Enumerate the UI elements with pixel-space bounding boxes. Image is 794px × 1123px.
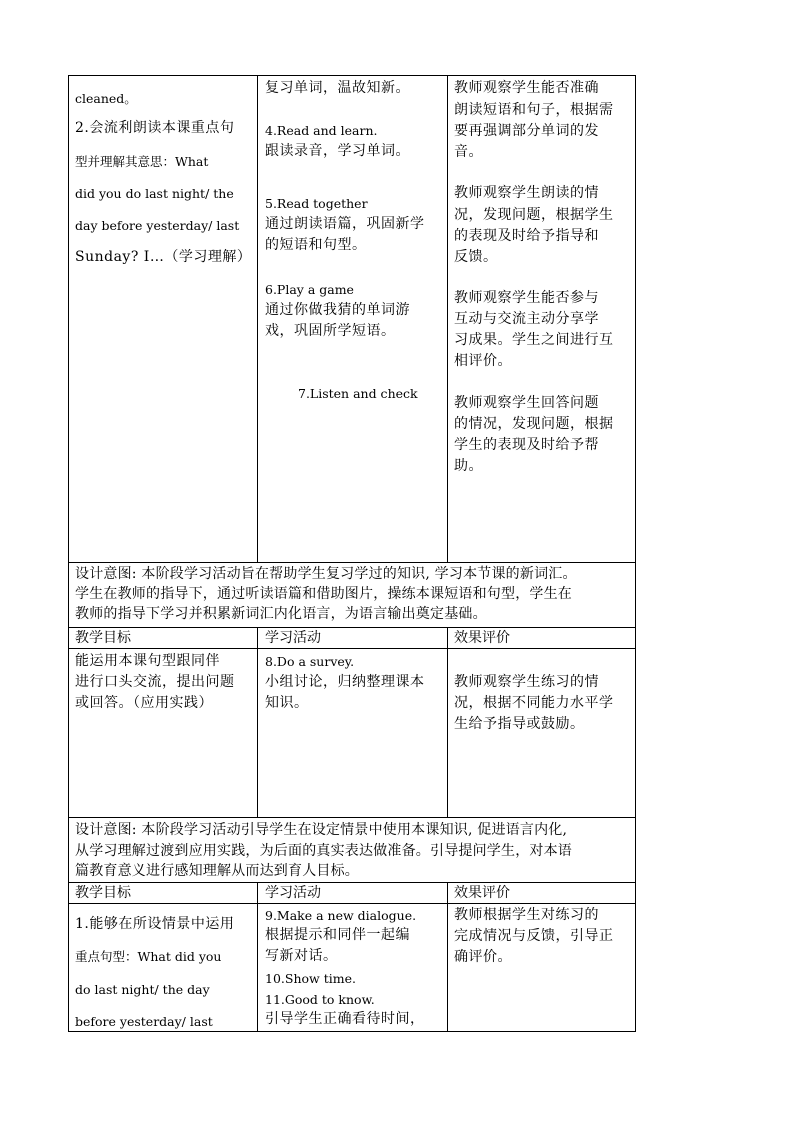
table-row <box>69 904 635 1031</box>
evaluation-line: 教师观察学生练习的情 <box>454 674 599 690</box>
activity-5-title: 5.Read together <box>265 196 368 211</box>
goal-line: 1.能够在所设情景中运用 <box>75 916 235 932</box>
goal-line: Sunday? I…（学习理解） <box>75 249 252 265</box>
header-goal: 教学目标 <box>75 885 131 901</box>
evaluation-line: 教师观察学生能否参与 <box>454 290 599 306</box>
header-cell <box>69 883 258 903</box>
evaluation-line: 教师观察学生能否准确 <box>454 80 599 96</box>
goal-line: 进行口头交流，提出问题 <box>75 674 235 690</box>
design-intent-cell <box>69 563 635 627</box>
evaluation-line: 况，根据不同能力水平学 <box>454 695 614 711</box>
header-cell <box>448 883 635 903</box>
header-cell <box>258 628 448 648</box>
goal-line: 2.会流利朗读本课重点句 <box>75 120 235 136</box>
evaluation-line: 助。 <box>454 458 483 474</box>
header-cell <box>448 628 635 648</box>
design-intent-cell <box>69 818 635 882</box>
table-row <box>69 76 635 563</box>
evaluation-cell <box>448 76 635 562</box>
header-activity: 学习活动 <box>265 885 321 901</box>
activity-cell <box>258 904 448 1031</box>
header-evaluation: 效果评价 <box>454 630 510 646</box>
activity-4-desc: 跟读录音，学习单词。 <box>265 143 410 159</box>
evaluation-cell <box>448 904 635 1031</box>
evaluation-line: 习成果。学生之间进行互 <box>454 332 614 348</box>
table-row <box>69 649 635 818</box>
goal-line: do last night/ the day <box>75 982 210 997</box>
lesson-plan-table <box>68 75 636 1032</box>
activity-9-desc: 写新对话。 <box>265 948 338 964</box>
activity-9-title: 9.Make a new dialogue. <box>265 908 417 923</box>
evaluation-line: 朗读短语和句子，根据需 <box>454 102 614 118</box>
activity-8-title: 8.Do a survey. <box>265 654 355 669</box>
header-cell <box>69 628 258 648</box>
evaluation-line: 的情况，发现问题，根据 <box>454 416 614 432</box>
goal-line: before yesterday/ last <box>75 1014 213 1029</box>
evaluation-line: 音。 <box>454 144 483 160</box>
evaluation-line: 完成情况与反馈，引导正 <box>454 928 614 944</box>
activity-6-desc: 通过你做我猜的单词游 <box>265 302 410 318</box>
evaluation-line: 况，发现问题，根据学生 <box>454 207 614 223</box>
table-header-row <box>69 628 635 649</box>
design-intent-line: 篇教育意义进行感知理解从而达到育人目标。 <box>75 863 359 879</box>
design-intent-line: 设计意图: 本阶段学习活动引导学生在设定情景中使用本课知识, 促进语言内化, <box>75 822 568 838</box>
goal-line: 能运用本课句型跟同伴 <box>75 653 220 669</box>
design-intent-row <box>69 818 635 883</box>
header-activity: 学习活动 <box>265 630 321 646</box>
goal-line: 或回答。（应用实践） <box>75 695 213 711</box>
evaluation-line: 相评价。 <box>454 353 512 369</box>
goal-cell <box>69 904 258 1031</box>
activity-cell <box>258 649 448 817</box>
evaluation-line: 教师观察学生朗读的情 <box>454 185 599 201</box>
evaluation-line: 互动与交流主动分享学 <box>454 311 599 327</box>
evaluation-cell <box>448 649 635 817</box>
activity-8-desc: 知识。 <box>265 695 309 711</box>
activity-review: 复习单词，温故知新。 <box>265 80 410 96</box>
evaluation-line: 反馈。 <box>454 249 498 265</box>
goal-line: 重点句型：What did you <box>75 949 222 964</box>
evaluation-line: 教师观察学生回答问题 <box>454 395 599 411</box>
evaluation-line: 学生的表现及时给予帮 <box>454 437 599 453</box>
goal-line: day before yesterday/ last <box>75 218 240 233</box>
goal-line: 型并理解其意思：What <box>75 154 209 169</box>
goal-line: cleaned。 <box>75 91 137 106</box>
design-intent-line: 学生在教师的指导下，通过听读语篇和借助图片，操练本课短语和句型，学生在 <box>75 586 572 602</box>
activity-11-desc: 引导学生正确看待时间， <box>265 1011 425 1027</box>
evaluation-line: 确评价。 <box>454 949 512 965</box>
activity-6-title: 6.Play a game <box>265 282 354 297</box>
activity-cell <box>258 76 448 562</box>
design-intent-line: 设计意图: 本阶段学习活动旨在帮助学生复习学过的知识, 学习本节课的新词汇。 <box>75 566 577 582</box>
evaluation-line: 的表现及时给予指导和 <box>454 228 599 244</box>
activity-11-title: 11.Good to know. <box>265 992 375 1007</box>
design-intent-line: 教师的指导下学习并积累新词汇内化语言，为语言输出奠定基础。 <box>75 606 487 622</box>
activity-5-desc: 的短语和句型。 <box>265 237 367 253</box>
goal-line: did you do last night/ the <box>75 186 234 201</box>
header-evaluation: 效果评价 <box>454 885 510 901</box>
activity-5-desc: 通过朗读语篇，巩固新学 <box>265 216 425 232</box>
activity-6-desc: 戏，巩固所学短语。 <box>265 323 396 339</box>
activity-10-title: 10.Show time. <box>265 971 356 986</box>
evaluation-line: 要再强调部分单词的发 <box>454 123 599 139</box>
activity-7-title: 7.Listen and check <box>298 386 418 401</box>
goal-cell <box>69 649 258 817</box>
table-header-row <box>69 883 635 904</box>
goal-cell <box>69 76 258 562</box>
evaluation-line: 教师根据学生对练习的 <box>454 907 599 923</box>
header-cell <box>258 883 448 903</box>
design-intent-line: 从学习理解过渡到应用实践，为后面的真实表达做准备。引导提问学生，对本语 <box>75 843 572 859</box>
activity-4-title: 4.Read and learn. <box>265 123 378 138</box>
activity-8-desc: 小组讨论，归纳整理课本 <box>265 674 425 690</box>
activity-9-desc: 根据提示和同伴一起编 <box>265 927 410 943</box>
design-intent-row <box>69 563 635 628</box>
header-goal: 教学目标 <box>75 630 131 646</box>
evaluation-line: 生给予指导或鼓励。 <box>454 716 585 732</box>
